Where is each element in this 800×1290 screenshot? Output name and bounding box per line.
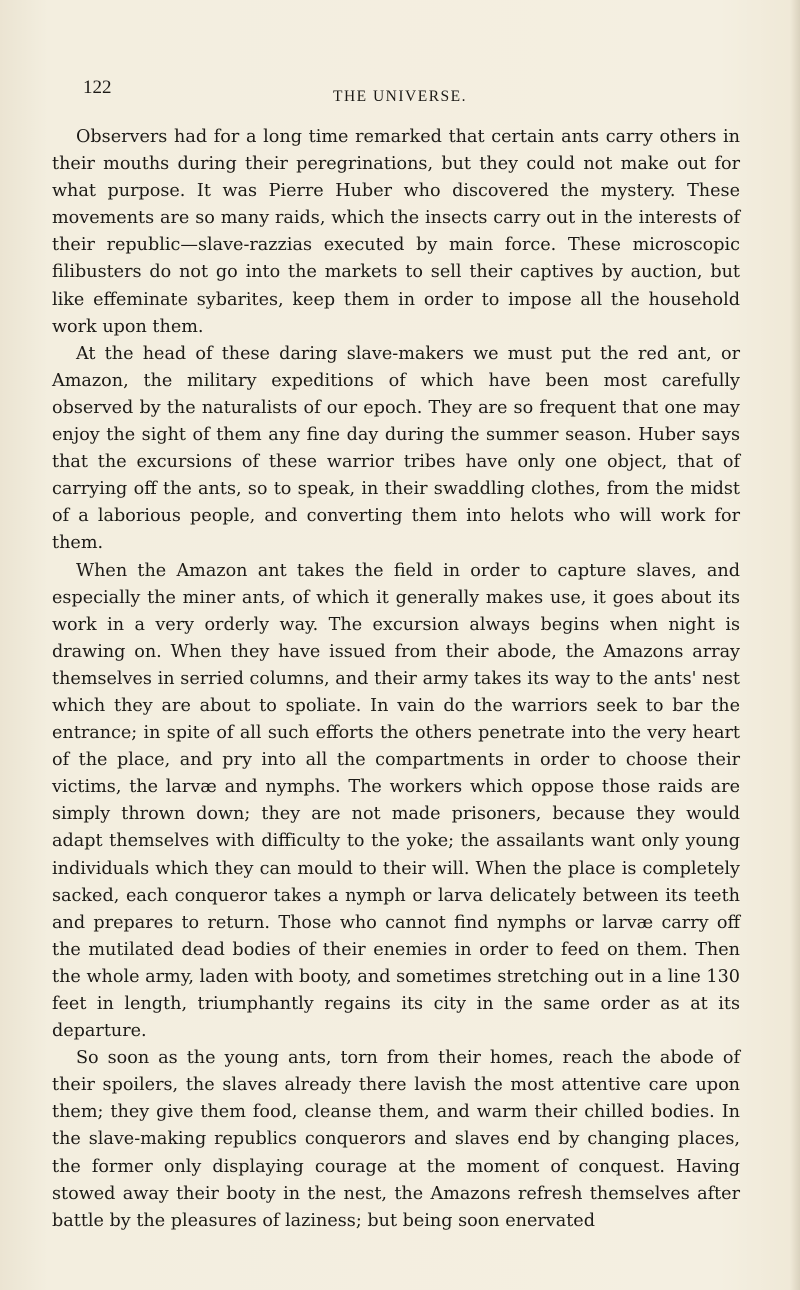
body-text: [52, 124, 740, 1235]
page-number: 122: [83, 77, 112, 98]
paragraph: So soon as the young ants, torn from their homes, reach the abode of their spoilers, the slaves already there lavish the most attentive care upon them; they give them food, cleanse them, and warm their chilled bodies. In the slave-making republics conquerors and slaves end by changing places, the former only displaying courage at the moment of conquest. Having stowed away their booty in the nest, the Amazons refresh themselves after battle by the pleasures of laziness; but being soon enervated: [52, 1048, 740, 1231]
running-title: THE UNIVERSE.: [332, 88, 468, 105]
page-edge-shadow: [790, 0, 800, 1290]
paragraph: When the Amazon ant takes the field in order to capture slaves, and especially the miner ants, of which it generally makes use, it goes about its work in a very orderly way. The excursion always begins when night is drawing on. When they have issued from their abode, the Amazons array themselves in serried columns, and their army takes its way to the ants' nest which they are about to spoliate. In vain do the warriors seek to bar the entrance; in spite of all such efforts the others penetrate into the very heart of the place, and pry into all the compartments in order to choose their victims, the larvæ and nymphs. The workers which oppose those raids are simply thrown down; they are not made prisoners, because they would adapt themselves with difficulty to the yoke; the assailants want only young individuals which they can mould to their will. When the place is completely sacked, each conqueror takes a nymph or larva delicately between its teeth and prepares to return. Those who cannot find nymphs or larvæ carry off the mutilated dead bodies of their enemies in order to feed on them. Then the whole army, laden with booty, and sometimes stretching out in a line 130 feet in length, triumphantly regains its city in the same order as at its departure.: [52, 560, 740, 1042]
paragraph: Observers had for a long time remarked that certain ants carry others in their mouths during their peregrinations, but they could not make out for what purpose. It was Pierre Huber who discovered the mystery. These movements are so many raids, which the insects carry out in the interests of their republic—slave-razzias executed by main force. These microscopic filibusters do not go into the markets to sell their captives by auction, but like effeminate sybarites, keep them in order to impose all the household work upon them.: [52, 127, 740, 337]
paragraph: At the head of these daring slave-makers we must put the red ant, or Amazon, the military expeditions of which have been most carefully observed by the naturalists of our epoch. They are so frequent that one may enjoy the sight of them any fine day during the summer season. Huber says that the excursions of these warrior tribes have only one object, that of carrying off the ants, so to speak, in their swaddling clothes, from the midst of a laborious people, and converting them into helots who will work for them.: [52, 343, 740, 554]
